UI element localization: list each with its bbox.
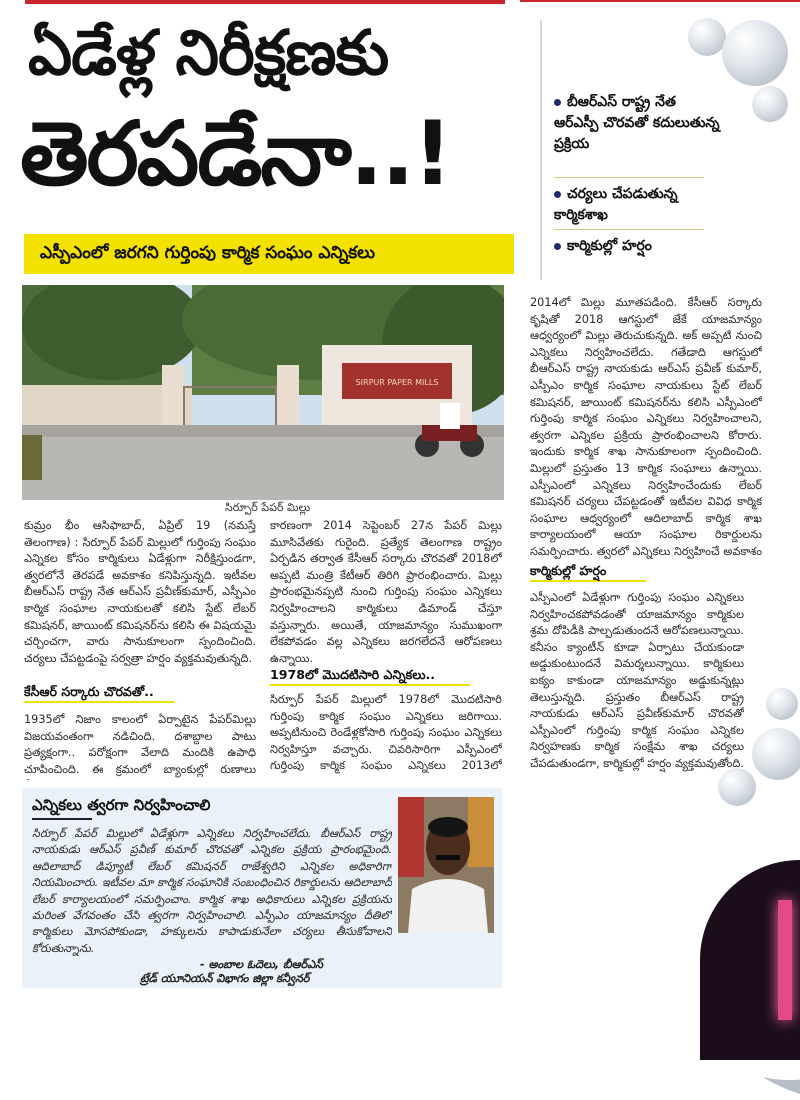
bubble-decoration [722,20,788,86]
highlight-item: బీఆర్ఎస్ రాష్ట్ర నేత ఆర్ఎస్పీ చొరవతో కదులుతున్న ప్రక్రియ [554,94,720,152]
quote-box-title: ఎన్నికలు త్వరగా నిర్వహించాలి [32,796,211,814]
article-col3-para2: ఎస్పీఎంలో ఏడేళ్లుగా గుర్తింపు సంఘం ఎన్నికలు నిర్వహించకపోవడంతో యాజమాన్యం కార్మికుల శ్రమ దోపిడీకి పాల్పడుతుందనే ఆరోపణలున్నాయి. కనీసం క్యాంటీన్ కూడా ఏర్పాటు చేయకుండా అడ్డుకుంటుందనే విమర్శలున్నాయి. కార్మికులు ఐక్యం కాకుండా యాజమాన్యం అడ్డుకున్నట్లు తెలుస్తున్నది. ప్రస్తుతం బీఆర్ఎస్ రాష్ట్ర నాయకుడు ఆర్ఎస్ ప్రవీణ్‌కుమార్ చొరవతో ఎస్పీఎంలో గుర్తింపు కార్మిక సంఘం ఎన్నికల నిర్వహణకు కార్మిక సంక్షేమ శాఖ చర్యలు చేపడుతుండగా, కార్మికుల్లో హర్షం వ్యక్తమవుతోంది. [530,591,744,770]
bullet-icon [554,191,561,198]
highlight-separator [554,177,704,178]
photo-caption: సిర్పూర్ పేపర్ మిల్లు [225,501,311,514]
highlight-item: కార్మికుల్లో హర్షం [554,236,724,257]
article-col1-para1: కుమ్రం భీం ఆసిఫాబాద్, ఏప్రిల్ 19 (నమస్తే తెలంగాణ) : సిర్పూర్ పేపర్ మిల్లులో గుర్తింపు సంఘం ఎన్నికల కోసం కార్మికులు ఏడేళ్లుగా నిరీక్షిస్తుండగా, త్వరలోనే తెరపడే అవకాశం కనిపిస్తున్నది. ఇటీవల బీఆర్ఎస్ రాష్ట్ర నేత ఆర్ఎస్ ప్రవీణ్‌కుమార్, ఎస్పీఎం కార్మిక సంఘాల నాయకులతో కలిసి స్టేట్ లేబర్ కమిషనర్, జాయింట్ కమిషనర్‌ను కలిసి ఈ విషయమై చర్చించగా, వారు సానుకూలంగా స్పందించింది. చర్యలు చేపట్టడంపై సర్వత్రా హర్షం వ్యక్తమవుతున్నది. [24,519,256,665]
quote-box-title-underline [32,818,92,820]
paper-mill-photo [22,285,504,500]
highlight-separator [554,229,704,230]
bubble-decoration [752,728,800,780]
bullet-icon [554,243,561,250]
headline-line-1: ఏడేళ్ల నిరీక్షణకు [28,16,389,89]
bubble-decoration [752,86,788,122]
person-photo-illustration [398,797,494,933]
subheading: ఎస్పీఎంలో జరగని గుర్తింపు కార్మిక సంఘం ఎన్నికలు [40,243,376,263]
bubble-decoration [766,688,798,720]
bullet-icon [554,99,561,106]
quote-attribution-role: ట్రేడ్ యూనియన్ విభాగం జిల్లా కన్వీనర్ [140,972,310,985]
paper-mill-photo-illustration [22,285,504,500]
section-heading-1978: 1978లో మొదటిసారి ఎన్నికలు.. [270,667,436,682]
quote-box-text: సిర్పూర్ పేపర్ మిల్లులో ఏడేళ్లుగా ఎన్నికలు నిర్వహించలేదు. బీఆర్ఎస్ రాష్ట్ర నాయకుడు ఆర్ఎస్ ప్రవీణ్ కుమార్ చొరవతో ఎన్నికల ప్రక్రియ ప్రారంభమైంది. ఆదిలాబాద్ డిప్యూటీ లేబర్ కమిషనర్ రాజేశ్వరిని ఎన్నికల అధికారిగా నియమించారు. ఇటీవల మా కార్మిక సంఘానికి సంబంధించిన రికార్డులను ఆదిలాబాద్ లేబర్ కార్యాలయంలో సమర్పించాం. కార్మిక శాఖ అధికారులు ఎన్నికల ప్రక్రియను మరింత వేగవంతం చేసి త్వరగా నిర్వహించాలి. ఎస్పీఎం యాజమాన్యం దీతిలో కార్మికులు మోసపోకుండా, హక్కులను కాపాడుకునేలా చర్యలు తీసుకోవాలని కోరుతున్నాను. [32,827,392,955]
article-col2-para2: సిర్పూర్ పేపర్ మిల్లులో 1978లో మొదటిసారి గుర్తింపు కార్మిక సంఘం ఎన్నికలు జరిగాయి. అప్పటినుంచి రెండేళ్లకోసారి గుర్తింపు సంఘం ఎన్నికలు నిర్వహిస్తూ వచ్చారు. చివరిసారిగా ఎస్పీఎంలో గుర్తింపు కార్మిక సంఘం ఎన్నికలు 2013లో [270,693,502,773]
highlight-item: చర్యలు చేపడుతున్న కార్మికశాఖ [554,186,678,223]
article-col1-para2: 1935లో నిజాం కాలంలో ఏర్పాటైన పేపర్‌మిల్లు విజయవంతంగా నడిచింది. దశాబ్దాల పాటు ప్రత్యక్షంగా.. పరోక్షంగా వేలాది మందికి ఉపాధి చూపించింది. ఈ క్రమంలో బ్యాంకుల్లో రుణాలు [24,713,256,776]
article-col2-para1: కారణంగా 2014 సెప్టెంబర్ 27న పేపర్ మిల్లు మూసివేతకు గురైంది. ప్రత్యేక తెలంగాణ రాష్ట్రం ఏర్పడిన తర్వాత కేసీఆర్ సర్కారు చొరవతో 2018లో అప్పటి మంత్రి కేటీఆర్ తిరిగి ప్రారంభించారు. మిల్లు ప్రారంభమైనప్పటి నుంచి గుర్తింపు సంఘం ఎన్నికలు నిర్వహించాలని కార్మికులు డిమాండ్ చేస్తూ వస్తున్నారు. అయితే, యాజమాన్యం సుముఖంగా లేకపోవడం వల్ల ఎన్నికలు జరగలేదనే ఆరోపణలు ఉన్నాయి. [270,519,502,665]
headline-line-2: తెరపడేనా..! [20,102,451,205]
quote-attribution-name: - అంబాల ఓదెలు, బీఆర్ఎస్ [200,958,323,971]
mill-sign: SIRPUR PAPER MILLS [355,378,439,387]
section-heading-workers-joy: కార్మికుల్లో హర్షం [530,563,607,578]
bubble-decoration [688,18,726,56]
top-accent-bar [25,0,505,4]
article-col3-para1: 2014లో మిల్లు మూతపడింది. కేసీఆర్ సర్కారు కృషితో 2018 ఆగస్టులో జేకే యాజమాన్యం ఆధ్వర్యంలో మిల్లు తెరుచుకున్నది. అక్ అప్పటి నుంచి ఎన్నికలు నిర్వహించలేదు. గతేడాది ఆగస్టులో బీఆర్ఎస్ రాష్ట్ర నాయకుడు ఆర్ఎస్ ప్రవీణ్ కుమార్, ఎస్పీఎం కార్మిక సంఘాల నాయకులు స్టేట్ లేబర్ కమిషనర్, జాయింట్ కమిషనర్‌ను కలిసి ఎస్పీఎంలో గుర్తింపు కార్మిక సంఘం ఎన్నికలు నిర్వహించాలని, త్వరగా ఎన్నికల ప్రక్రియ ప్రారంభించాలని కోరారు. ఇందుకు కార్మిక శాఖ సానుకూలంగా స్పందించింది. మిల్లులో ప్రస్తుతం 13 కార్మిక సంఘాలు ఉన్నాయి. ఎస్పీఎంలో ఎన్నికలు నిర్వహించేందుకు లేబర్ కమిషనర్ చర్యలు చేపట్టడంతో ఇటీవల వివిధ కార్మిక సంఘాల ఆధ్వర్యంలో ఆదిలాబాద్ కార్మిక శాఖ కార్యాలయంలో ఆయా సంఘాల రికార్డులను సమర్పించారు. త్వరలో ఎన్నికలు నిర్వహించే అవకాశం [530,296,762,558]
person-photo [398,797,494,933]
highlights-divider [540,20,542,280]
section-heading-kcr: కేసీఆర్ సర్కారు చొరవతో.. [24,684,154,699]
top-accent-line [520,0,800,2]
